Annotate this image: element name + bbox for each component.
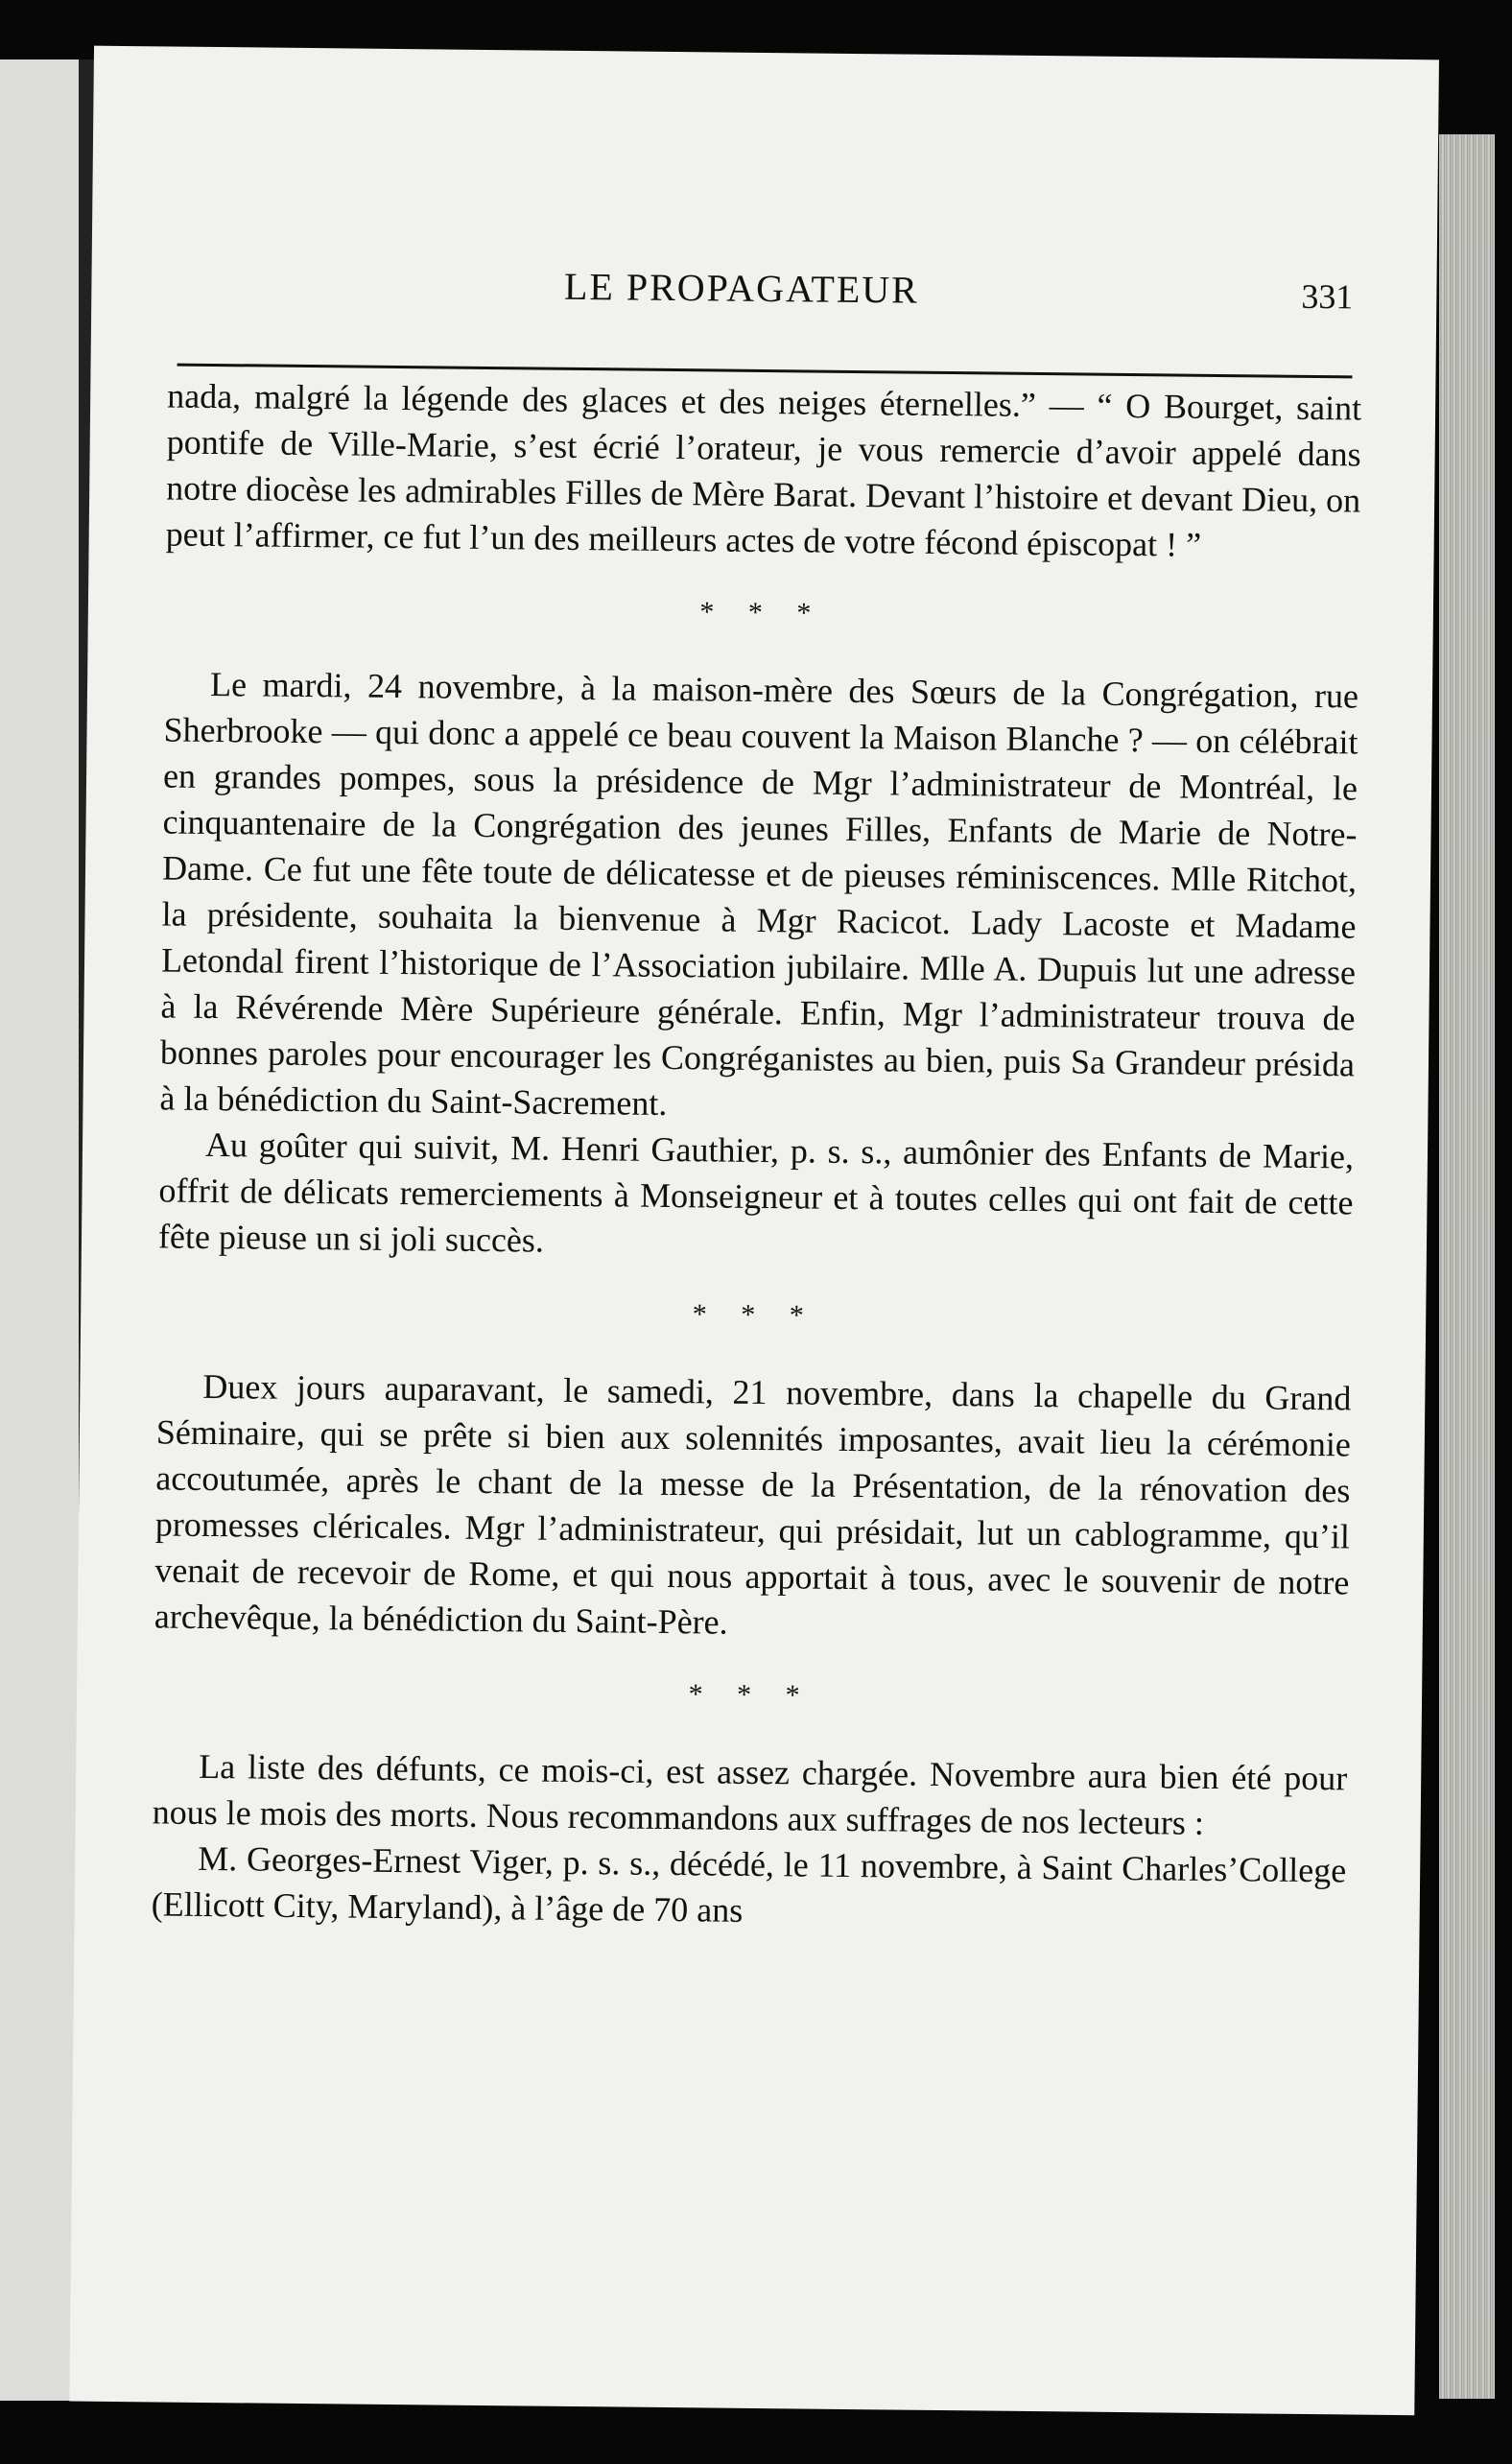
paragraph: Duex jours auparavant, le samedi, 21 novembre, dans la chapelle du Grand Séminaire, qui se prête si bien aux solennités imposantes, avait lieu la cérémonie accoutumée, après le chant de la messe de la Présentation, de la rénovation des promesses cléricales. Mgr l’administrateur, qui présidait, lut un cablogramme, qu’il venait de recevoir de Rome, et qui nous apportait à tous, avec le souvenir de notre archevêque, la bénédiction du Saint-Père.	[154, 1366, 1352, 1642]
body-text	[152, 372, 1362, 1939]
paragraph: nada, malgré la légende des glaces et des neiges éternelles.” — “ O Bourget, saint pontife de Ville-Marie, s’est écrié l’orateur, je vous remercie d’avoir appelé dans notre diocèse les admirables Filles de Mère Barat. Devant l’histoire et devant Dieu, on peut l’affirmer, ce fut l’un des meilleurs actes de votre fécond épiscopat ! ”	[165, 376, 1362, 564]
paragraph: Au goûter qui suivit, M. Henri Gauthier, p. s. s., aumônier des Enfants de Marie, offrit de délicats remerciements à Monseigneur et à toutes celles qui ont fait de cette fête pieuse un si joli succès.	[157, 1125, 1355, 1260]
paragraph: Le mardi, 24 novembre, à la maison-mère des Sœurs de la Congrégation, rue Sherbrooke — qui donc a appelé ce beau couvent la Maison Blanche ? — on célébrait en grandes pompes, sous la présidence de Mgr l’administrateur de Montréal, le cinquantenaire de la Congrégation des jeunes Filles, Enfants de Marie de Notre-Dame. Ce fut une fête toute de délicatesse et de pieuses réminiscences. Mlle Ritchot, la présidente, souhaita la bienvenue à Mgr Racicot. Lady Lacoste et Madame Letondal firent l’historique de l’Association jubilaire. Mlle A. Dupuis lut une adresse à la Révérende Mère Supérieure générale. Enfin, Mgr l’administrateur trouva de bonnes paroles pour encourager les Congréganistes au bien, puis Sa Grandeur présida à la bénédiction du Saint-Sacrement.	[159, 664, 1359, 1123]
running-head	[177, 260, 1353, 318]
paragraph: M. Georges-Ernest Viger, p. s. s., décédé, le 11 novembre, à Saint Charles’College (Ellicott City, Maryland), à l’âge de 70 ans	[151, 1838, 1347, 1930]
page-number: 331	[1301, 276, 1354, 317]
section-separator: * * *	[692, 1298, 817, 1332]
section-separator: * * *	[688, 1678, 814, 1712]
running-title: LE PROPAGATEUR	[563, 264, 920, 312]
adjacent-page-edge	[0, 59, 79, 2401]
page-stack-edge	[1439, 134, 1495, 2399]
book-page	[69, 46, 1439, 2416]
paragraph: La liste des défunts, ce mois-ci, est assez chargée. Novembre aura bien été pour nous le mois des morts. Nous recommandons aux suffrages de nos lecteurs :	[152, 1746, 1348, 1842]
section-separator: * * *	[699, 596, 825, 629]
